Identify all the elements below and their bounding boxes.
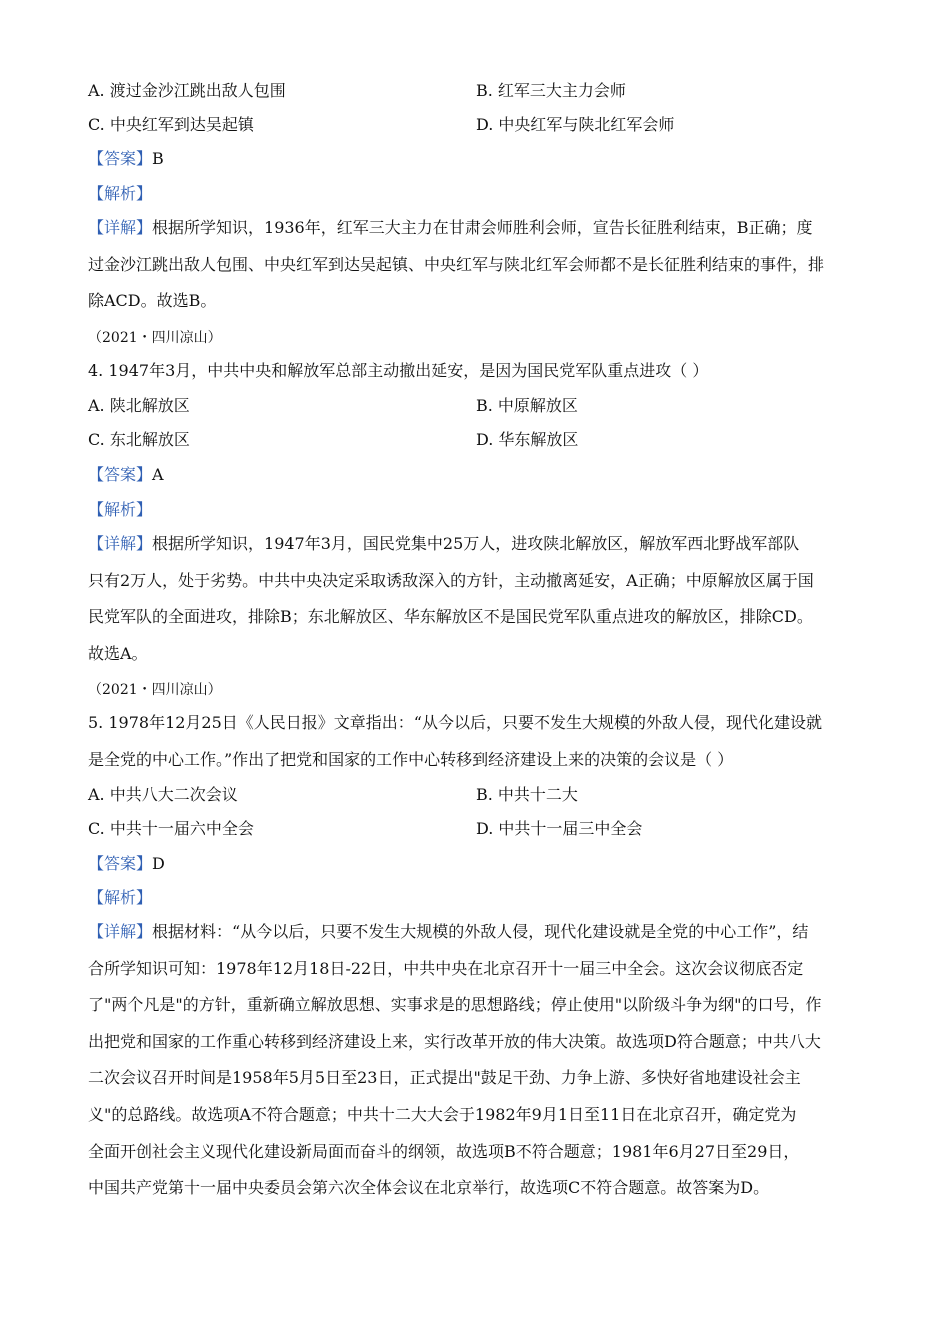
detail-line: 【详解】根据所学知识，1947年3月，国民党集中25万人，进攻陕北解放区，解放军西北野战军部队	[88, 534, 800, 553]
detail-tag: 【详解】	[88, 922, 153, 941]
q3-analysis-heading	[88, 184, 152, 204]
q3-option-a: A. 渡过金沙江跳出敌人包围	[88, 81, 286, 100]
answer-tag: 【答案】	[88, 854, 153, 873]
q4-option-c: C. 东北解放区	[88, 430, 190, 449]
q5-option-c: C. 中共十一届六中全会	[88, 819, 254, 838]
detail-line: 民党军队的全面进攻，排除B；东北解放区、华东解放区不是国民党军队重点进攻的解放区，排除CD。	[88, 607, 813, 627]
detail-line: 中国共产党第十一届中央委员会第六次全体会议在北京举行，故选项C不符合题意。故答案为D。	[88, 1178, 770, 1198]
detail-line: 二次会议召开时间是1958年5月5日至23日，正式提出"鼓足干劲、力争上游、多快好省地建设社会主	[88, 1068, 801, 1088]
answer-value: A	[152, 465, 164, 484]
q5-option-a: A. 中共八大二次会议	[88, 785, 238, 804]
detail-line: 出把党和国家的工作重心转移到经济建设上来，实行改革开放的伟大决策。故选项D符合题意；中共八大	[88, 1031, 821, 1051]
q5-analysis-heading	[88, 888, 152, 908]
q4-detail	[88, 526, 862, 672]
detail-line: 【详解】根据材料：“从今以后，只要不发生大规模的外敌人侵，现代化建设就是全党的中心工作”，结	[88, 922, 809, 941]
q4-analysis-heading	[88, 500, 152, 520]
q5-detail	[88, 914, 862, 1207]
q5-option-b: B. 中共十二大	[476, 785, 578, 804]
q3-option-b: B. 红军三大主力会师	[476, 81, 626, 100]
q4-option-d: D. 华东解放区	[476, 430, 579, 449]
detail-tag: 【详解】	[88, 218, 153, 237]
q3-option-d: D. 中央红军与陕北红军会师	[476, 115, 675, 134]
q4-option-b: B. 中原解放区	[476, 396, 578, 415]
detail-line: 只有2万人，处于劣势。中共中央决定采取诱敌深入的方针，主动撤离延安，A正确；中原解放区属于国	[88, 570, 814, 590]
detail-line: 【详解】根据所学知识，1936年，红军三大主力在甘肃会师胜利会师，宣告长征胜利结束，B正确；度	[88, 218, 813, 237]
q5-source: （2021・四川凉山）	[88, 682, 222, 698]
q5-question	[88, 705, 862, 778]
analysis-tag: 【解析】	[88, 500, 153, 519]
q5-answer	[88, 854, 165, 874]
analysis-tag: 【解析】	[88, 184, 153, 203]
q3-detail	[88, 210, 862, 320]
q4-source: （2021・四川凉山）	[88, 330, 222, 346]
analysis-tag: 【解析】	[88, 888, 153, 907]
detail-line: 故选A。	[88, 643, 148, 663]
question-line: 5. 1978年12月25日《人民日报》文章指出：“从今以后，只要不发生大规模的外敌人侵，现代化建设就	[88, 713, 822, 732]
detail-line: 合所学知识可知：1978年12月18日-22日，中共中央在北京召开十一届三中全会。这次会议彻底否定	[88, 958, 804, 978]
detail-line: 全面开创社会主义现代化建设新局面而奋斗的纲领，故选项B不符合题意；1981年6月27日至29日，	[88, 1141, 800, 1161]
detail-line: 过金沙江跳出敌人包围、中央红军到达吴起镇、中央红军与陕北红军会师都不是长征胜利结束的事件，排	[88, 254, 825, 274]
question-line: 是全党的中心工作。”作出了把党和国家的工作中心转移到经济建设上来的决策的会议是（ ）	[88, 749, 734, 769]
q5-option-d: D. 中共十一届三中全会	[476, 819, 643, 838]
detail-tag: 【详解】	[88, 534, 153, 553]
answer-tag: 【答案】	[88, 149, 153, 168]
answer-tag: 【答案】	[88, 465, 153, 484]
answer-value: D	[152, 854, 165, 873]
detail-line: 义"的总路线。故选项A不符合题意；中共十二大大会于1982年9月1日至11日在北京召开，确定党为	[88, 1104, 797, 1124]
detail-line: 除ACD。故选B。	[88, 291, 217, 311]
q4-option-a: A. 陕北解放区	[88, 396, 190, 415]
q3-answer	[88, 149, 164, 169]
q3-option-c: C. 中央红军到达吴起镇	[88, 115, 254, 134]
q4-answer	[88, 465, 164, 485]
detail-line: 了"两个凡是"的方针，重新确立解放思想、实事求是的思想路线；停止使用"以阶级斗争为纲"的口号，作	[88, 995, 822, 1015]
q4-question: 4. 1947年3月，中共中央和解放军总部主动撤出延安，是因为国民党军队重点进攻（ ）	[88, 361, 709, 380]
answer-value: B	[152, 149, 164, 168]
